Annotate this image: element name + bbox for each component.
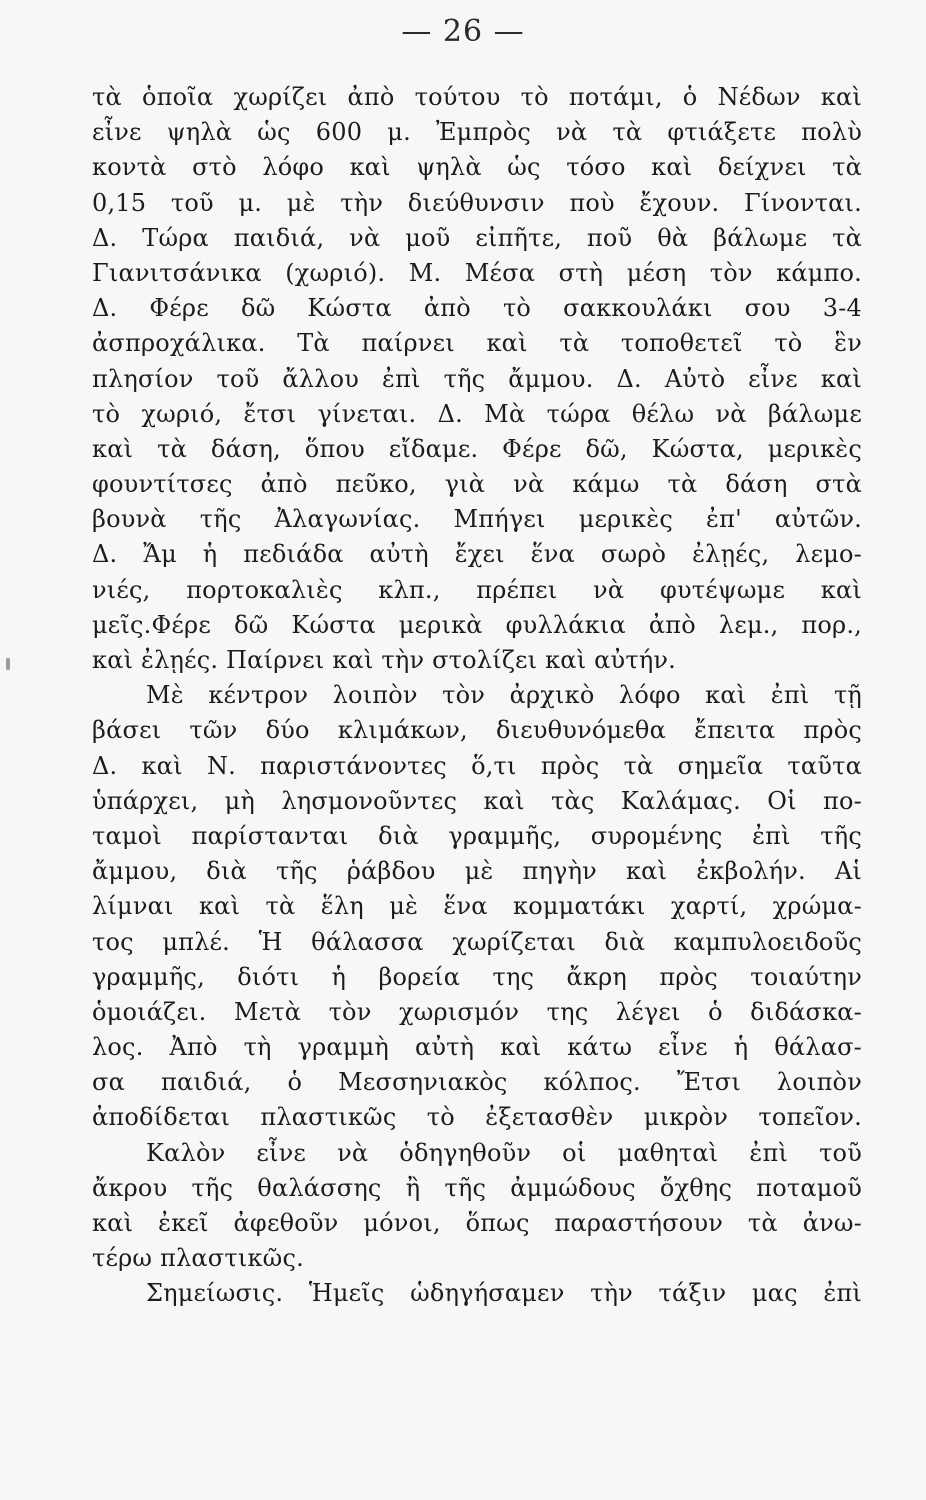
body-text (92, 80, 862, 1312)
text-line: λίμναι καὶ τὰ ἕλη μὲ ἕνα κομματάκι χαρτί, χρώμα- (92, 892, 862, 921)
text-line: Δ. Ἄμ ἡ πεδιάδα αὐτὴ ἔχει ἕνα σωρὸ ἐλῃές, λεμο- (92, 540, 862, 569)
text-line: καὶ ἐλῃές. Παίρνει καὶ τὴν στολίζει καὶ αὐτήν. (92, 646, 677, 674)
text-line: ἀποδίδεται πλαστικῶς τὸ ἐξετασθὲν μικρὸν τοπεῖον. (92, 1103, 862, 1132)
text-line: Δ. Τώρα παιδιά, νὰ μοῦ εἰπῆτε, ποῦ θὰ βάλωμε τὰ (92, 223, 862, 252)
text-line: ἄμμου, διὰ τῆς ῥάβδου μὲ πηγὴν καὶ ἐκβολήν. Αἱ (92, 857, 862, 886)
text-line: γραμμῆς, διότι ἡ βορεία της ἄκρη πρὸς τοιαύτην (92, 962, 862, 991)
text-line: ἄκρου τῆς θαλάσσης ἢ τῆς ἀμμώδους ὄχθης ποταμοῦ (92, 1173, 862, 1202)
page-number: — 26 — (401, 14, 525, 49)
margin-ink-mark (6, 658, 10, 670)
text-line: Γιανιτσάνικα (χωριό). Μ. Μέσα στὴ μέση τὸν κάμπο. (92, 258, 862, 287)
text-line: ἀσπροχάλικα. Τὰ παίρνει καὶ τὰ τοποθετεῖ τὸ ἓν (92, 329, 862, 358)
text-line: μεῖς.Φέρε δῶ Κώστα μερικὰ φυλλάκια ἀπὸ λεμ., πορ., (92, 610, 862, 639)
text-line: 0,15 τοῦ μ. μὲ τὴν διεύθυνσιν ποὺ ἔχουν. Γίνονται. (92, 188, 862, 217)
text-line: βάσει τῶν δύο κλιμάκων, διευθυνόμεθα ἔπειτα πρὸς (92, 716, 862, 745)
text-line: Δ. καὶ Ν. παριστάνοντες ὅ,τι πρὸς τὰ σημεῖα ταῦτα (92, 751, 862, 780)
text-line: ὁμοιάζει. Μετὰ τὸν χωρισμόν της λέγει ὁ διδάσκα- (92, 997, 862, 1026)
text-line: εἶνε ψηλὰ ὡς 600 μ. Ἐμπρὸς νὰ τὰ φτιάξετε πολὺ (92, 118, 862, 147)
text-line: λος. Ἀπὸ τὴ γραμμὴ αὐτὴ καὶ κάτω εἶνε ἡ θάλασ- (92, 1033, 862, 1062)
text-line: τὸ χωριό, ἔτσι γίνεται. Δ. Μὰ τώρα θέλω νὰ βάλωμε (92, 399, 862, 428)
text-line: ταμοὶ παρίστανται διὰ γραμμῆς, συρομένης ἐπὶ τῆς (92, 821, 862, 850)
text-line: φουντίτσες ἀπὸ πεῦκο, γιὰ νὰ κάμω τὰ δάση στὰ (92, 470, 862, 499)
text-line: τος μπλέ. Ἡ θάλασσα χωρίζεται διὰ καμπυλοειδοῦς (92, 927, 862, 956)
text-line: σα παιδιά, ὁ Μεσσηνιακὸς κόλπος. Ἔτσι λοιπὸν (92, 1068, 862, 1097)
text-line: τὰ ὁποῖα χωρίζει ἀπὸ τούτου τὸ ποτάμι, ὁ Νέδων καὶ (92, 83, 862, 111)
text-line: καὶ τὰ δάση, ὅπου εἴδαμε. Φέρε δῶ, Κώστα, μερικὲς (92, 434, 862, 463)
text-line: ὑπάρχει, μὴ λησμονοῦντες καὶ τὰς Καλάμας. Οἱ πο- (92, 786, 862, 815)
text-line: κοντὰ στὸ λόφο καὶ ψηλὰ ὡς τόσο καὶ δείχνει τὰ (92, 153, 862, 182)
note-line: Σημείωσις. Ἡμεῖς ὡδηγήσαμεν τὴν τάξιν μας ἐπὶ (146, 1279, 862, 1308)
paragraph-start-line: Καλὸν εἶνε νὰ ὁδηγηθοῦν οἱ μαθηταὶ ἐπὶ τοῦ (146, 1138, 862, 1167)
text-line: Δ. Φέρε δῶ Κώστα ἀπὸ τὸ σακκουλάκι σου 3-4 (92, 294, 862, 323)
text-line: τέρω πλαστικῶς. (92, 1244, 304, 1273)
text-line: βουνὰ τῆς Ἀλαγωνίας. Μπήγει μερικὲς ἐπ' αὐτῶν. (92, 505, 862, 534)
text-line: νιές, πορτοκαλιὲς κλπ., πρέπει νὰ φυτέψωμε καὶ (92, 575, 862, 604)
text-line: καὶ ἐκεῖ ἀφεθοῦν μόνοι, ὅπως παραστήσουν τὰ ἀνω- (92, 1209, 862, 1237)
text-line: πλησίον τοῦ ἄλλου ἐπὶ τῆς ἄμμου. Δ. Αὐτὸ εἶνε καὶ (92, 364, 862, 393)
paragraph-start-line: Μὲ κέντρον λοιπὸν τὸν ἀρχικὸ λόφο καὶ ἐπὶ τῇ (146, 681, 862, 710)
